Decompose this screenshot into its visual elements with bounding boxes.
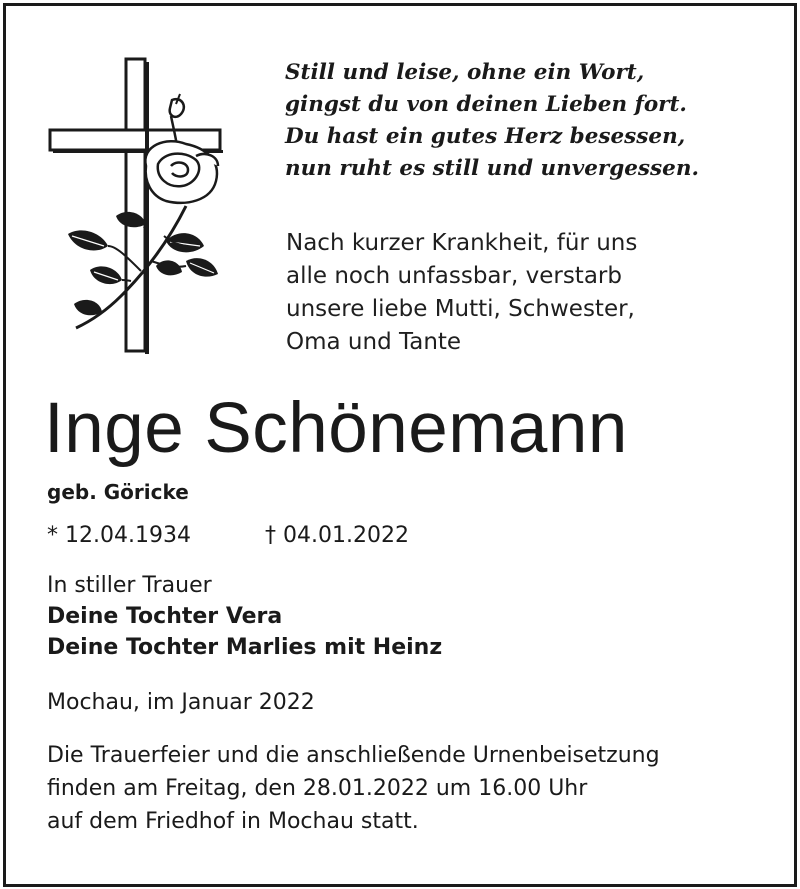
service-info [47,739,660,838]
deceased-name: Inge Schönemann [44,389,628,468]
birth-date: * 12.04.1934 [47,523,191,548]
service-line: auf dem Friedhof in Mochau statt. [47,809,419,834]
poem-line: Du hast ein gutes Herz besessen, [285,124,686,149]
service-line: Die Trauerfeier und die anschließende Urnenbeisetzung [47,743,660,768]
poem-line: Still und leise, ohne ein Wort, [285,60,645,85]
intro-text [286,227,756,359]
mourner-name: Deine Tochter Marlies mit Heinz [47,635,443,660]
maiden-name: geb. Göricke [47,480,189,504]
cross-with-rose-icon [46,56,236,356]
place-date: Mochau, im Januar 2022 [47,690,315,715]
intro-line: alle noch unfassbar, verstarb [286,263,622,289]
mourner-name: Deine Tochter Vera [47,604,283,629]
poem-line: nun ruht es still und unvergessen. [285,156,699,181]
intro-line: Oma und Tante [286,329,462,355]
intro-line: Nach kurzer Krankheit, für uns [286,230,638,256]
mourners-heading: In stiller Trauer [47,573,212,598]
poem [285,57,765,185]
intro-line: unsere liebe Mutti, Schwester, [286,296,635,322]
poem-line: gingst du von deinen Lieben fort. [285,92,687,117]
mourners [47,570,442,663]
death-date: † 04.01.2022 [265,523,409,548]
service-line: finden am Freitag, den 28.01.2022 um 16.00 Uhr [47,776,588,801]
